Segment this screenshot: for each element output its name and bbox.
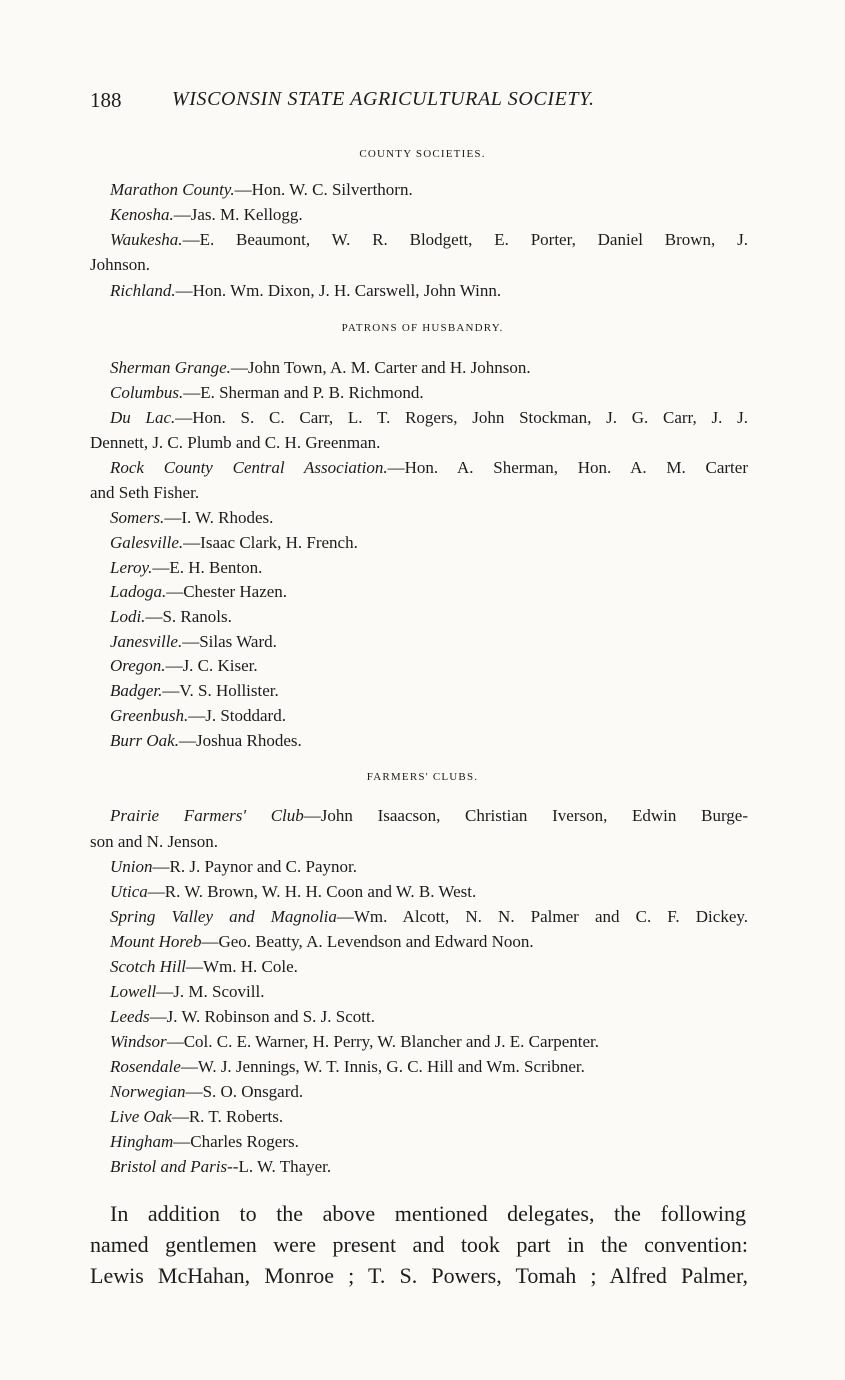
entry-union — [110, 857, 357, 877]
entry-name: Norwegian — [110, 1082, 186, 1101]
entry-du-lac — [110, 408, 748, 428]
entry-text: —I. W. Rhodes. — [164, 508, 274, 527]
entry-text: —Joshua Rhodes. — [178, 731, 302, 750]
entry-text: —Silas Ward. — [182, 632, 277, 651]
entry-text: --L. W. Thayer. — [227, 1157, 332, 1176]
entry-text: —E. Sherman and P. B. Richmond. — [183, 383, 424, 402]
entry-name: Leeds — [110, 1007, 150, 1026]
entry-norwegian — [110, 1082, 303, 1102]
entry-text: —Isaac Clark, H. French. — [183, 533, 358, 552]
entry-utica — [110, 882, 476, 902]
entry-text: —R. W. Brown, W. H. H. Coon and W. B. West. — [147, 882, 477, 901]
entry-text: —S. Ranols. — [145, 607, 232, 626]
entry-greenbush — [110, 706, 286, 726]
entry-burr-oak — [110, 731, 302, 751]
entry-text: —E. H. Benton. — [152, 558, 263, 577]
entry-richland — [110, 281, 501, 301]
closing-paragraph-line-3: Lewis McHahan, Monroe ; T. S. Powers, Tomah ; Alfred Palmer, — [90, 1263, 748, 1288]
entry-name: Union — [110, 857, 153, 876]
entry-text: —Jas. M. Kellogg. — [173, 205, 303, 224]
entry-name: Somers. — [110, 508, 165, 527]
entry-text: —Hon. A. Sherman, Hon. A. M. Carter — [387, 458, 748, 477]
entry-name: Spring Valley and Magnolia — [110, 907, 337, 926]
entry-continuation: Johnson. — [90, 255, 150, 274]
entry-oregon — [110, 656, 258, 676]
entry-name: Rosendale — [110, 1057, 181, 1076]
section-heading-farmers-clubs: FARMERS' CLUBS. — [366, 771, 479, 783]
entry-text: —R. J. Paynor and C. Paynor. — [152, 857, 357, 876]
entry-name: Oregon. — [110, 656, 166, 675]
entry-live-oak — [110, 1107, 283, 1127]
entry-sherman-grange — [110, 358, 531, 378]
entry-text: —Chester Hazen. — [166, 582, 288, 601]
entry-text: —J. W. Robinson and S. J. Scott. — [149, 1007, 375, 1026]
entry-leroy — [110, 558, 262, 578]
page-number: 188 — [90, 88, 122, 112]
entry-name: Live Oak — [110, 1107, 172, 1126]
entry-name: Mount Horeb — [110, 932, 202, 951]
entry-name: Hingham — [110, 1132, 174, 1151]
entry-bristol-and-paris — [110, 1157, 331, 1177]
entry-janesville — [110, 632, 277, 652]
entry-name: Ladoga. — [110, 582, 167, 601]
entry-text: —John Town, A. M. Carter and H. Johnson. — [230, 358, 531, 377]
entry-text: —John Isaacson, Christian Iverson, Edwin Burge- — [303, 806, 749, 825]
entry-badger — [110, 681, 279, 701]
entry-lowell — [110, 982, 264, 1002]
entry-columbus — [110, 383, 424, 403]
entry-name: Prairie Farmers' Club — [110, 806, 304, 825]
entry-text: —J. C. Kiser. — [165, 656, 258, 675]
entry-scotch-hill — [110, 957, 298, 977]
entry-name: Scotch Hill — [110, 957, 187, 976]
entry-continuation: and Seth Fisher. — [90, 483, 200, 502]
entry-text: —Wm. Alcott, N. N. Palmer and C. F. Dickey. — [336, 907, 749, 926]
entry-name: Richland. — [110, 281, 176, 300]
entry-name: Galesville. — [110, 533, 184, 552]
entry-name: Windsor — [110, 1032, 167, 1051]
entry-name: Du Lac. — [110, 408, 176, 427]
entry-text: —R. T. Roberts. — [171, 1107, 284, 1126]
running-title: WISCONSIN STATE AGRICULTURAL SOCIETY. — [172, 88, 595, 110]
entry-name: Lowell — [110, 982, 157, 1001]
entry-continuation: Dennett, J. C. Plumb and C. H. Greenman. — [90, 433, 381, 452]
entry-name: Marathon County. — [110, 180, 235, 199]
entry-name: Waukesha. — [110, 230, 183, 249]
entry-kenosha — [110, 205, 303, 225]
entry-text: —Hon. S. C. Carr, L. T. Rogers, John Stockman, J. G. Carr, J. J. — [175, 408, 748, 427]
entry-text: —Charles Rogers. — [173, 1132, 299, 1151]
entry-somers — [110, 508, 273, 528]
entry-text: —Wm. H. Cole. — [186, 957, 298, 976]
entry-text: —W. J. Jennings, W. T. Innis, G. C. Hill and Wm. Scribner. — [180, 1057, 585, 1076]
section-heading-patrons-of-husbandry: PATRONS OF HUSBANDRY. — [341, 322, 504, 334]
entry-text: —J. Stoddard. — [188, 706, 286, 725]
entry-name: Rock County Central Association. — [110, 458, 388, 477]
closing-paragraph-line-1: In addition to the above mentioned delegates, the following — [110, 1201, 746, 1226]
entry-prairie-farmers-club — [110, 806, 748, 826]
entry-marathon-county — [110, 180, 413, 200]
entry-name: Utica — [110, 882, 148, 901]
entry-name: Janesville. — [110, 632, 183, 651]
entry-name: Badger. — [110, 681, 163, 700]
entry-windsor — [110, 1032, 599, 1052]
entry-spring-valley-and-magnolia — [110, 907, 748, 927]
entry-name: Columbus. — [110, 383, 184, 402]
entry-hingham — [110, 1132, 299, 1152]
entry-text: —J. M. Scovill. — [156, 982, 265, 1001]
entry-mount-horeb — [110, 932, 534, 952]
entry-name: Bristol and Paris — [110, 1157, 228, 1176]
entry-text: —S. O. Onsgard. — [185, 1082, 304, 1101]
entry-text: —V. S. Hollister. — [162, 681, 279, 700]
entry-name: Greenbush. — [110, 706, 189, 725]
entry-galesville — [110, 533, 358, 553]
entry-rock-county-central-association — [110, 458, 748, 478]
entry-rosendale — [110, 1057, 585, 1077]
entry-name: Sherman Grange. — [110, 358, 231, 377]
entry-name: Leroy. — [110, 558, 153, 577]
entry-leeds — [110, 1007, 375, 1027]
closing-paragraph-line-2: named gentlemen were present and took part in the convention: — [90, 1232, 748, 1257]
page-header — [90, 88, 760, 118]
entry-waukesha — [110, 230, 748, 250]
entry-continuation: son and N. Jenson. — [90, 832, 218, 851]
section-heading-county-societies: COUNTY SOCIETIES. — [359, 148, 486, 160]
entry-text: —Geo. Beatty, A. Levendson and Edward Noon. — [201, 932, 534, 951]
entry-text: —E. Beaumont, W. R. Blodgett, E. Porter, Daniel Brown, J. — [182, 230, 748, 249]
entry-ladoga — [110, 582, 287, 602]
entry-text: —Col. C. E. Warner, H. Perry, W. Blancher and J. E. Carpenter. — [166, 1032, 599, 1051]
entry-name: Lodi. — [110, 607, 146, 626]
entry-text: —Hon. W. C. Silverthorn. — [234, 180, 413, 199]
entry-name: Kenosha. — [110, 205, 174, 224]
entry-text: —Hon. Wm. Dixon, J. H. Carswell, John Winn. — [175, 281, 502, 300]
entry-name: Burr Oak. — [110, 731, 179, 750]
entry-lodi — [110, 607, 232, 627]
